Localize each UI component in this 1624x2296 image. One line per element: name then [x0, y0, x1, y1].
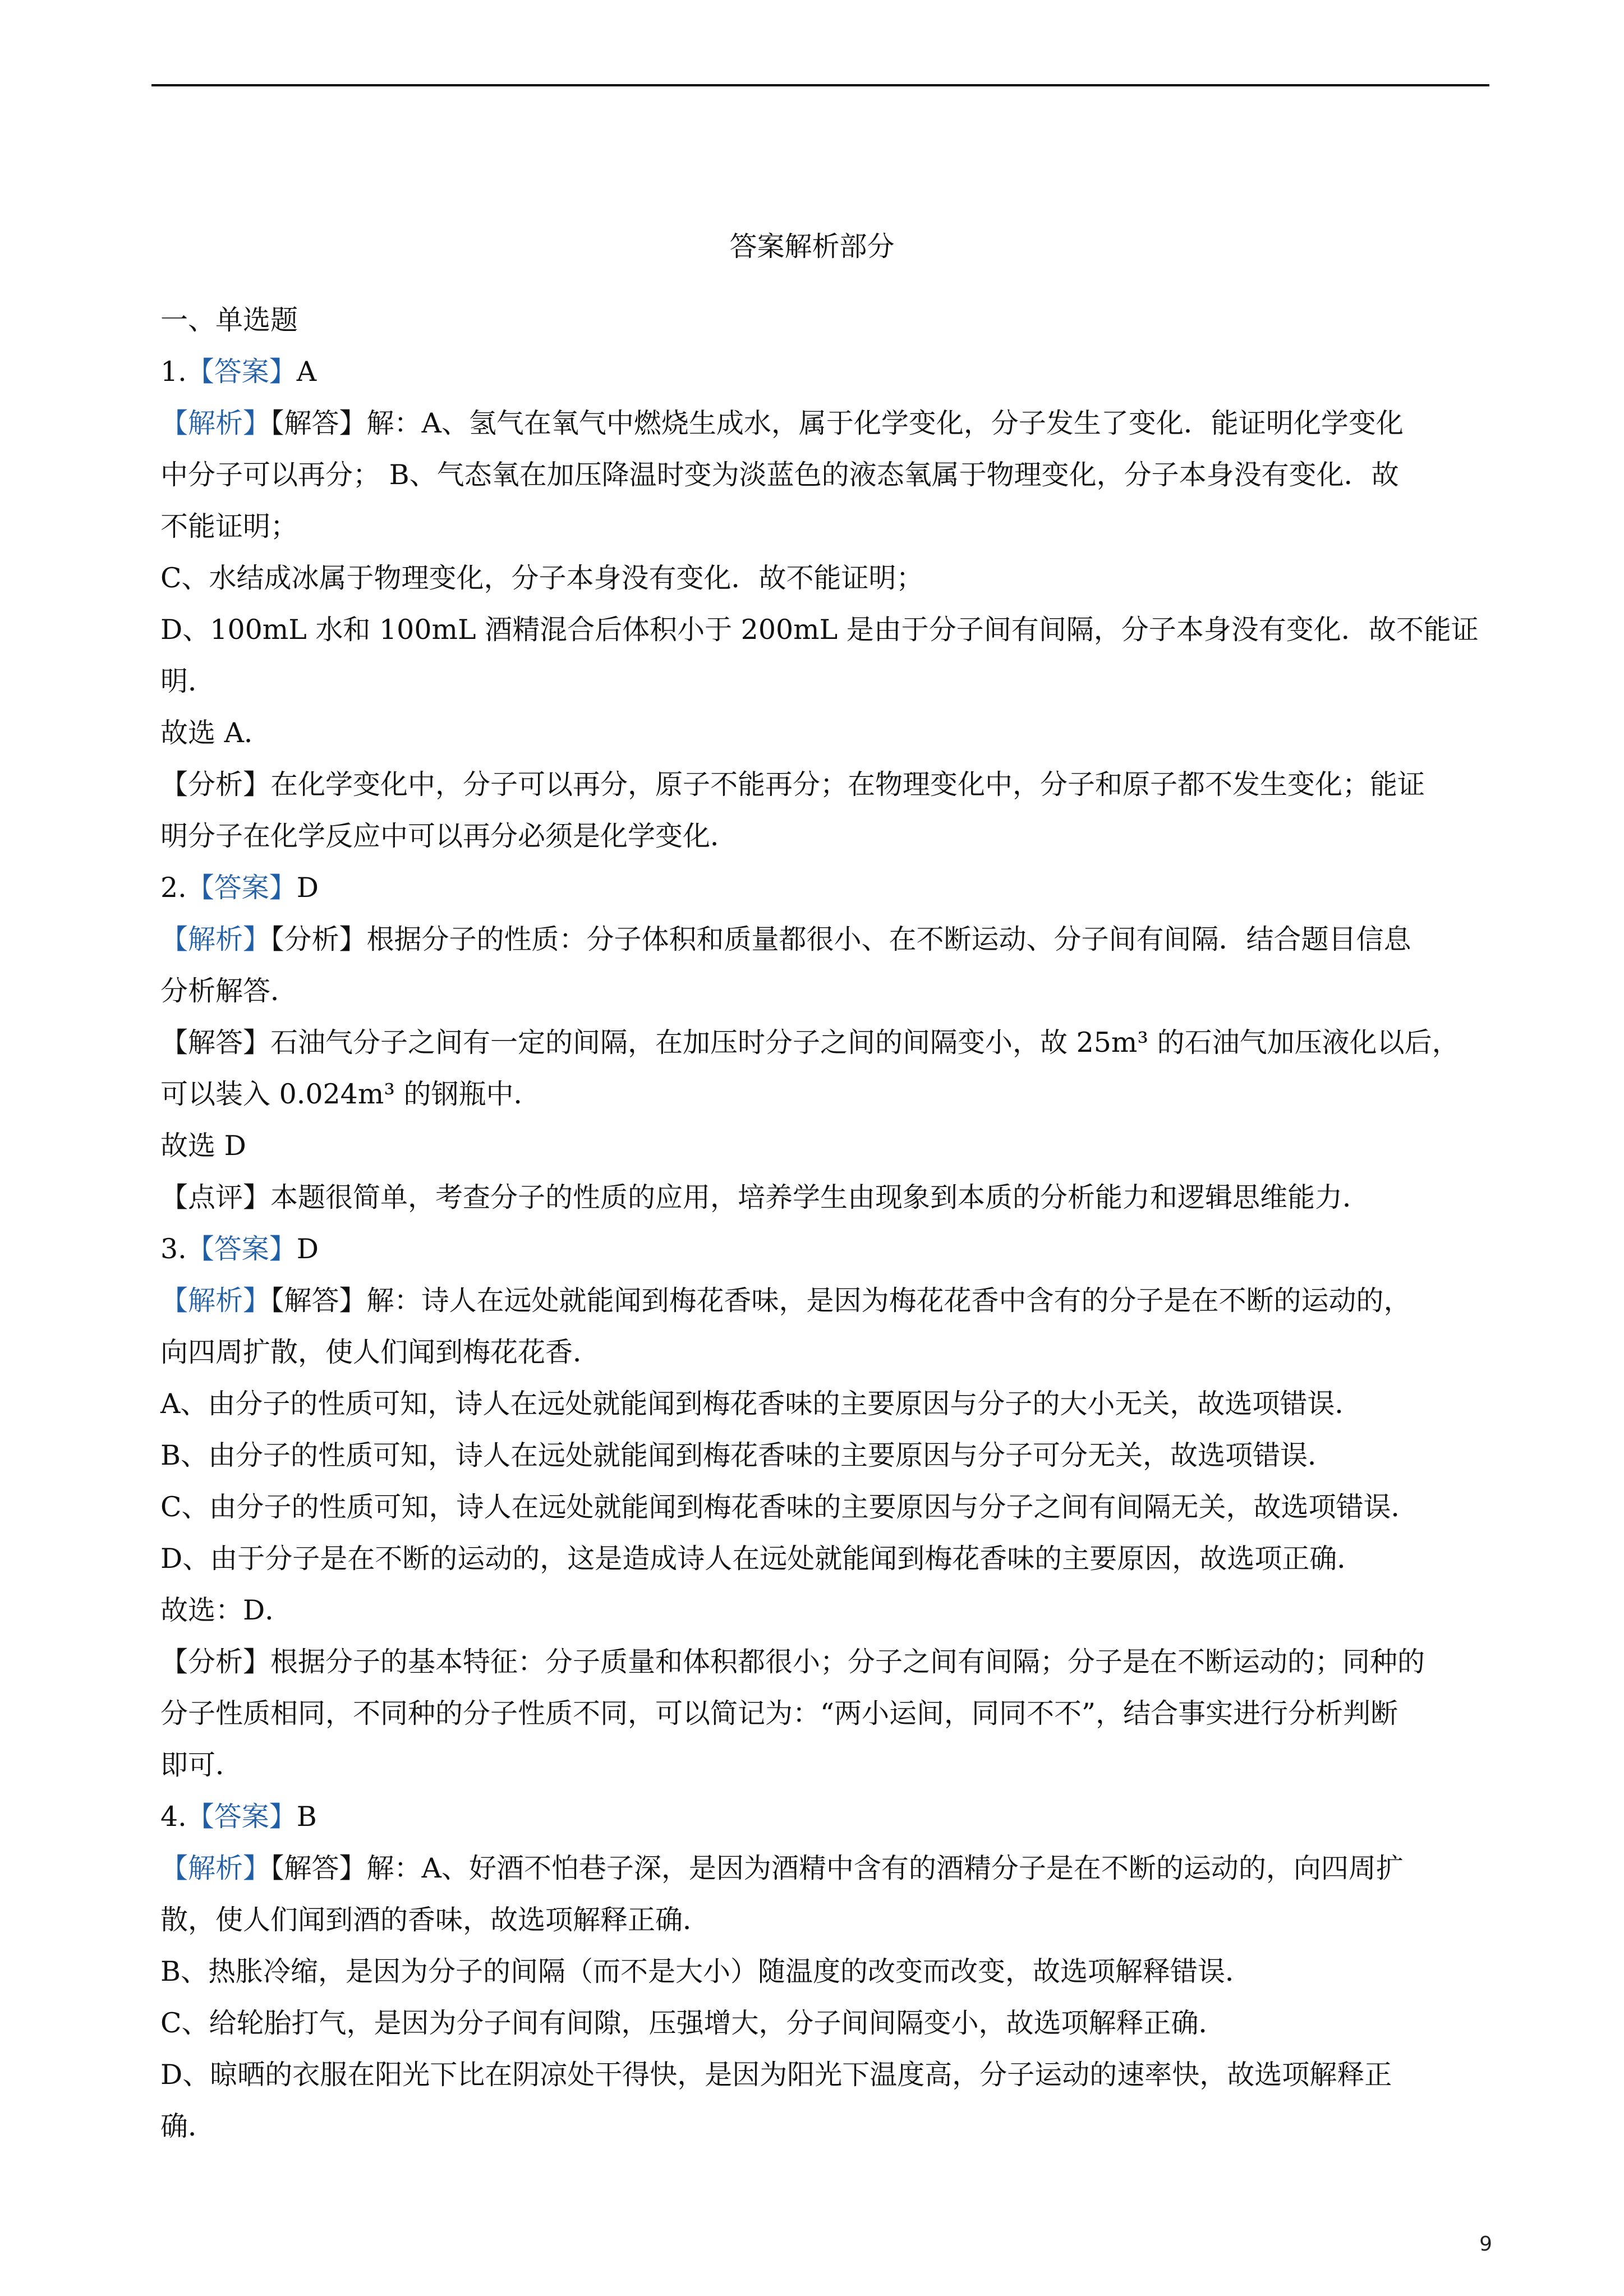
text-segment: D	[296, 872, 319, 904]
text-line	[160, 1430, 1492, 1481]
text-line	[160, 707, 1492, 759]
text-segment: D、晾晒的衣服在阳光下比在阴凉处干得快，是因为阳光下温度高，分子运动的速率快，故选项解释正	[160, 2059, 1392, 2091]
text-line	[160, 501, 1492, 553]
page-title: 答案解析部分	[729, 231, 895, 263]
text-line	[160, 1894, 1492, 1946]
text-line	[160, 1275, 1492, 1327]
text-segment: 即可．	[160, 1749, 243, 1781]
text-line	[160, 1585, 1492, 1636]
text-segment: 3.	[160, 1233, 187, 1265]
text-segment: 分子性质相同，不同种的分子性质不同，可以简记为：“两小运间，同同不不”，结合事实进行分析判断	[160, 1697, 1398, 1729]
text-line	[160, 914, 1492, 965]
text-line	[160, 1998, 1492, 2049]
text-segment: 【分析】在化学变化中，分子可以再分，原子不能再分；在物理变化中，分子和原子都不发生变化；能证	[160, 769, 1425, 800]
text-segment: C、由分子的性质可知，诗人在远处就能闻到梅花香味的主要原因与分子之间有间隔无关，故选项错误．	[160, 1491, 1419, 1523]
text-line	[160, 2101, 1492, 2152]
text-segment: C、水结成冰属于物理变化，分子本身没有变化．故不能证明；	[160, 562, 924, 594]
text-line	[160, 1120, 1492, 1172]
text-line	[160, 1636, 1492, 1688]
text-line	[160, 553, 1492, 604]
text-segment: 【解答】解：A、好酒不怕巷子深，是因为酒精中含有的酒精分子是在不断的运动的，向四周扩	[270, 1852, 1404, 1884]
text-line	[160, 656, 1492, 707]
text-segment: 确．	[160, 2110, 216, 2142]
text-segment: 明．	[160, 665, 216, 697]
text-line	[160, 1740, 1492, 1791]
text-segment: 散，使人们闻到酒的香味，故选项解释正确．	[160, 1904, 711, 1936]
label-tag: 【答案】	[186, 356, 297, 388]
text-line	[160, 2049, 1492, 2101]
text-line	[160, 1843, 1492, 1894]
text-segment: 【解答】解：诗人在远处就能闻到梅花香味，是因为梅花花香中含有的分子是在不断的运动的，	[270, 1285, 1411, 1317]
text-line	[160, 1946, 1492, 1998]
text-segment: 【点评】本题很简单，考查分子的性质的应用，培养学生由现象到本质的分析能力和逻辑思维能力．	[160, 1181, 1370, 1213]
text-line	[160, 604, 1492, 656]
text-line	[160, 346, 1492, 398]
text-line	[160, 1791, 1492, 1843]
text-line	[160, 1378, 1492, 1430]
header-rule	[151, 84, 1489, 86]
text-segment: 明分子在化学反应中可以再分必须是化学变化．	[160, 820, 738, 852]
text-line	[160, 811, 1492, 862]
text-segment: 【解答】石油气分子之间有一定的间隔，在加压时分子之间的间隔变小，故 25m³ 的石油气加压液化以后，	[160, 1027, 1460, 1059]
label-tag: 【解析】	[160, 1852, 271, 1884]
answer-lines	[160, 346, 1492, 2152]
text-segment: D	[296, 1233, 319, 1265]
text-line	[160, 1069, 1492, 1120]
text-line	[160, 1223, 1492, 1275]
text-line	[160, 862, 1492, 914]
text-segment: 分析解答．	[160, 975, 298, 1007]
text-segment: B、热胀冷缩，是因为分子的间隔（而不是大小）随温度的改变而改变，故选项解释错误．	[160, 1955, 1253, 1987]
text-segment: 中分子可以再分； B、气态氧在加压降温时变为淡蓝色的液态氧属于物理变化，分子本身没有变化．故	[160, 459, 1399, 491]
document-body	[160, 295, 1492, 2152]
label-tag: 【答案】	[186, 872, 297, 904]
text-segment: 1.	[160, 356, 187, 388]
text-segment: B、由分子的性质可知，诗人在远处就能闻到梅花香味的主要原因与分子可分无关，故选项错误．	[160, 1439, 1336, 1471]
text-segment: A	[296, 356, 317, 388]
text-segment: 故选 D	[160, 1130, 246, 1162]
label-tag: 【解析】	[160, 1285, 271, 1317]
text-line	[160, 1688, 1492, 1740]
text-segment: C、给轮胎打气，是因为分子间有间隙，压强增大，分子间间隔变小，故选项解释正确．	[160, 2007, 1226, 2039]
label-tag: 【解析】	[160, 923, 271, 955]
text-segment: 故选 A．	[160, 717, 272, 749]
text-segment: D、100mL 水和 100mL 酒精混合后体积小于 200mL 是由于分子间有间隔，分子本身没有变化．故不能证	[160, 614, 1479, 646]
text-line	[160, 1533, 1492, 1585]
text-segment: B	[296, 1801, 317, 1833]
text-line	[160, 1017, 1492, 1069]
text-segment: 向四周扩散，使人们闻到梅花花香．	[160, 1336, 601, 1368]
text-segment: 4.	[160, 1801, 187, 1833]
text-line	[160, 1172, 1492, 1223]
text-segment: 不能证明；	[160, 510, 298, 542]
label-tag: 【解析】	[160, 407, 271, 439]
text-segment: 【分析】根据分子的性质：分子体积和质量都很小、在不断运动、分子间有间隔．结合题目信息	[270, 923, 1411, 955]
text-line	[160, 965, 1492, 1017]
page-number: 9	[1479, 2233, 1492, 2256]
text-segment: 故选：D．	[160, 1594, 293, 1626]
text-line	[160, 398, 1492, 449]
text-line	[160, 1481, 1492, 1533]
section-heading: 一、单选题	[160, 304, 298, 336]
text-line	[160, 759, 1492, 811]
text-segment: 【分析】根据分子的基本特征：分子质量和体积都很小；分子之间有间隔；分子是在不断运动的；同种的	[160, 1646, 1425, 1678]
label-tag: 【答案】	[186, 1801, 297, 1833]
text-segment: 【解答】解：A、氢气在氧气中燃烧生成水，属于化学变化，分子发生了变化．能证明化学变化	[270, 407, 1404, 439]
text-segment: 可以装入 0.024m³ 的钢瓶中．	[160, 1078, 541, 1110]
text-segment: D、由于分子是在不断的运动的，这是造成诗人在远处就能闻到梅花香味的主要原因，故选项正确．	[160, 1543, 1365, 1575]
text-line	[160, 1327, 1492, 1378]
text-line	[160, 449, 1492, 501]
text-segment: A、由分子的性质可知，诗人在远处就能闻到梅花香味的主要原因与分子的大小无关，故选项错误．	[160, 1388, 1363, 1420]
text-segment: 2.	[160, 872, 187, 904]
label-tag: 【答案】	[186, 1233, 297, 1265]
